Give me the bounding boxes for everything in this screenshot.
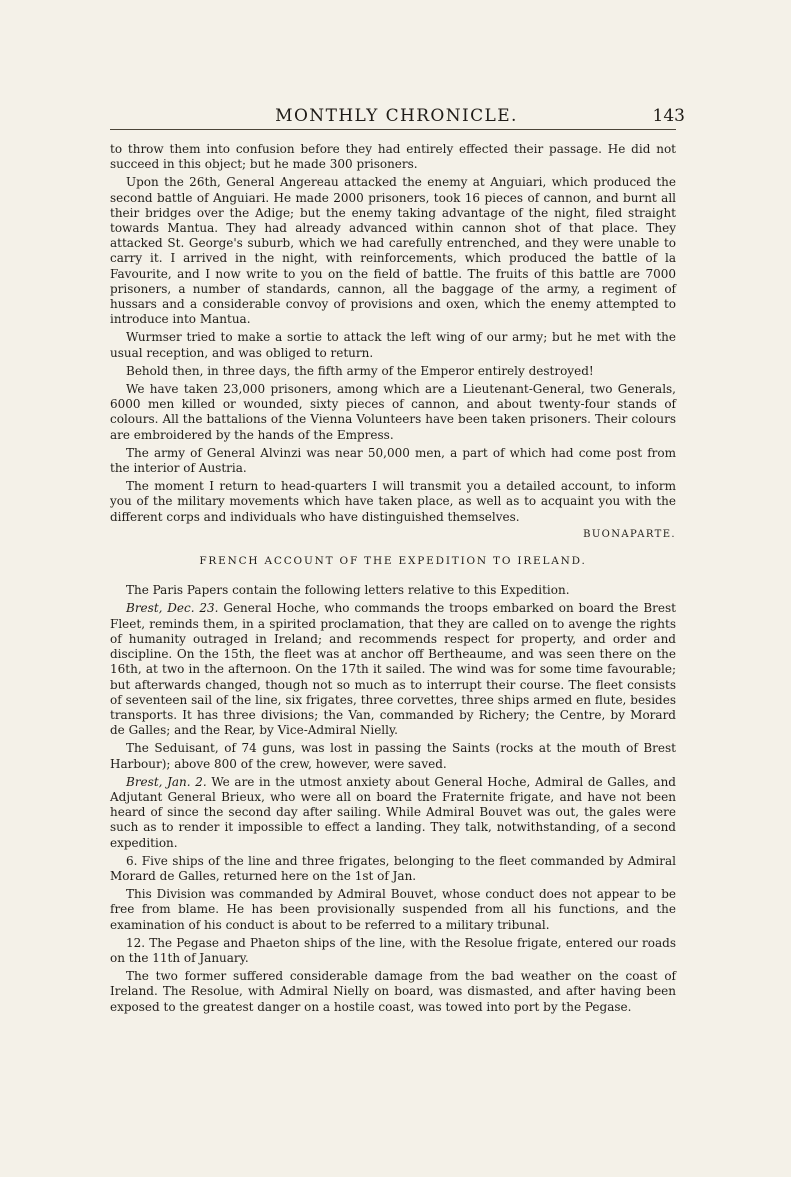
page-number: 143 bbox=[652, 106, 685, 126]
paragraph-8: The Paris Papers contain the following letters relative to this Expedition. bbox=[126, 583, 570, 598]
section-title: FRENCH ACCOUNT OF THE EXPEDITION TO IRELAND. bbox=[199, 555, 587, 568]
signature: BUONAPARTE. bbox=[583, 528, 676, 540]
paragraph-12: 6. Five ships of the line and three frigates, belonging to the fleet commanded by Admiral Morard de Galles, returned here on the 1st of Jan. bbox=[110, 853, 676, 883]
dateline: Brest, Dec. 23. bbox=[126, 601, 219, 616]
paragraph-13: This Division was commanded by Admiral Bouvet, whose conduct does not appear to be free from blame. He has been provisionally suspended from all his functions, and the examination of his conduct is about to be referred to a military tribunal. bbox=[110, 887, 676, 932]
paragraph-4: Behold then, in three days, the fifth army of the Emperor entirely destroyed! bbox=[126, 363, 594, 378]
page-header bbox=[108, 106, 685, 130]
paragraph-15: The two former suffered considerable damage from the bad weather on the coast of Ireland. The Resolue, with Admiral Nielly on board, was dismasted, and after having been exposed to the greatest danger on a hostile coast, was towed into port by the Pegase. bbox=[110, 969, 676, 1014]
paragraph-10: The Seduisant, of 74 guns, was lost in passing the Saints (rocks at the mouth of Brest Harbour); above 800 of the crew, however, were saved. bbox=[110, 741, 676, 771]
article-body bbox=[110, 142, 676, 1018]
paragraph-14: 12. The Pegase and Phaeton ships of the line, with the Resolue frigate, entered our roads on the 11th of January. bbox=[110, 935, 676, 965]
paragraph-1: to throw them into confusion before they had entirely effected their passage. He did not succeed in this object; but he made 300 prisoners. bbox=[110, 142, 676, 172]
paragraph-11 bbox=[110, 775, 676, 851]
paragraph-2: Upon the 26th, General Angereau attacked the enemy at Anguiari, which produced the second battle of Anguiari. He made 2000 prisoners, took 16 pieces of cannon, and burnt all their bridges over the Adige; but the enemy taking advantage of the night, filed straight towards Mantua. They had already advanced within cannon shot of that place. They attacked St. George's suburb, which we had carefully entrenched, and they were unable to carry it. I arrived in the night, with reinforcements, which produced the battle of la Favourite, and I now write to you on the field of battle. The fruits of this battle are 7000 prisoners, a number of standards, cannon, all the baggage of the army, a regiment of hussars and a considerable convoy of provisions and oxen, which the enemy attempted to introduce into Mantua. bbox=[110, 175, 676, 327]
paragraph-6: The army of General Alvinzi was near 50,000 men, a part of which had come post from the interior of Austria. bbox=[110, 445, 676, 476]
paragraph-11-text: We are in the utmost anxiety about General Hoche, Admiral de Galles, and Adjutant General Brieux, who were all on board the Fraternite frigate, and have not been heard of since the second day after sailing. While Admiral Bouvet was out, the gales were such as to render it impossible to effect a landing. They talk, notwithstanding, of a second expedition. bbox=[110, 774, 676, 850]
running-title: MONTHLY CHRONICLE. bbox=[275, 106, 518, 126]
paragraph-9 bbox=[110, 601, 676, 738]
paragraph-7: The moment I return to head-quarters I will transmit you a detailed account, to inform you of the military movements which have taken place, as well as to acquaint you with the different corps and individuals who have distinguished themselves. bbox=[110, 479, 676, 524]
paragraph-5: We have taken 23,000 prisoners, among which are a Lieutenant-General, two Generals, 6000 men killed or wounded, sixty pieces of cannon, and about twenty-four stands of colours. All the battalions of the Vienna Volunteers have been taken prisoners. Their colours are embroidered by the hands of the Empress. bbox=[110, 382, 676, 442]
paragraph-9-text: General Hoche, who commands the troops embarked on board the Brest Fleet, reminds them, in a spirited proclamation, that they are called on to avenge the rights of humanity outraged in Ireland; and recommends respect for property, and order and discipline. On the 15th, the fleet was at anchor off Bertheaume, and was seen there on the 16th, at two in the afternoon. On the 17th it sailed. The wind was for some time favourable; but afterwards changed, though not so much as to interrupt their course. The fleet consists of seventeen sail of the line, six frigates, three corvettes, three ships armed en flute, besides transports. It has three divisions; the Van, commanded by Richery; the Centre, by Morard de Galles; and the Rear, by Vice-Admiral Nielly. bbox=[110, 601, 676, 738]
dateline: Brest, Jan. 2. bbox=[126, 774, 207, 789]
header-rule bbox=[110, 129, 676, 130]
paragraph-3: Wurmser tried to make a sortie to attack the left wing of our army; but he met with the usual reception, and was obliged to return. bbox=[110, 330, 676, 360]
